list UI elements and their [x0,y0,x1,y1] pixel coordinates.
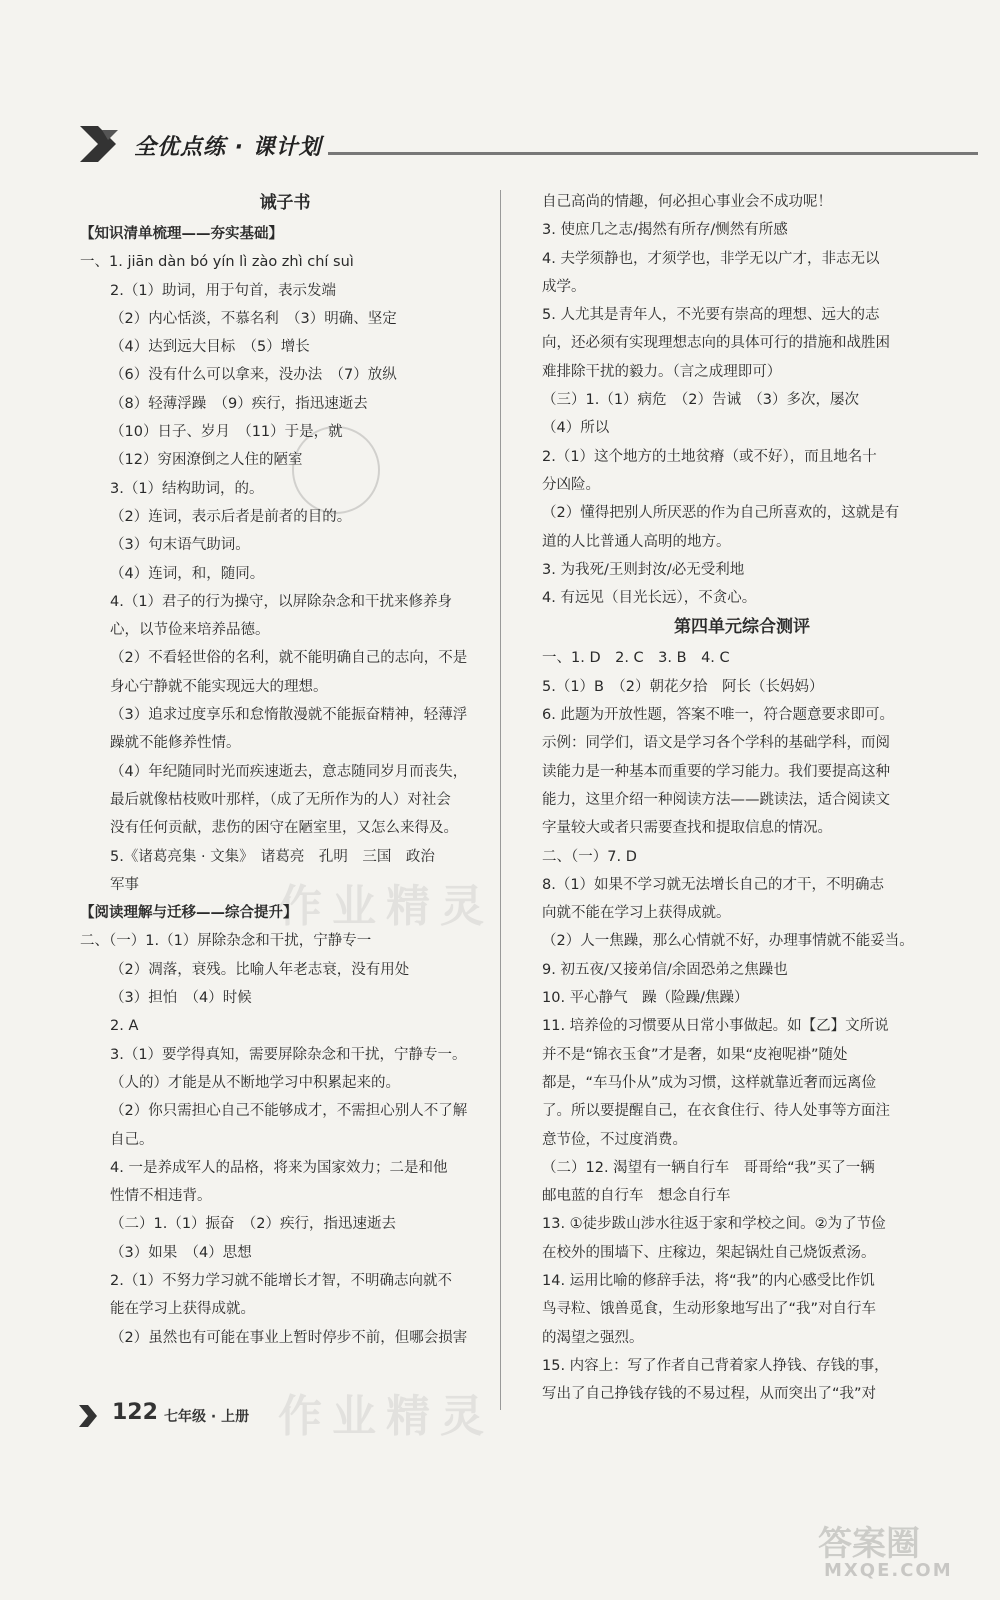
answer-line: 8.（1）如果不学习就无法增长自己的才干，不明确志 [542,876,885,893]
answer-line: （2）懂得把别人所厌恶的作为自己所喜欢的，这就是有 [542,505,900,522]
answer-line: （二）12. 渴望有一辆自行车 哥哥给“我”买了一辆 [542,1159,875,1176]
answer-line: 难排除干扰的毅力。（言之成理即可） [542,363,782,380]
answer-line: 3.（1）要学得真知，需要屏除杂念和干扰，宁静专一。 [110,1046,467,1063]
answer-line: （2）你只需担心自己不能够成才，不需担心别人不了解 [110,1103,468,1120]
answer-line: （3）担怕 （4）时候 [110,990,252,1007]
page-footer [78,1400,478,1434]
brand-title: 全优点练 · 课计划 [134,135,322,160]
answer-line: 二、（一）1.（1）屏除杂念和干扰，宁静专一 [80,933,372,950]
answer-line: （8）轻薄浮躁 （9）疾行，指迅速逝去 [110,395,368,412]
answer-line: 5. 人尤其是青年人，不光要有崇高的理想、远大的志 [542,307,880,324]
footer-logo-icon [78,1404,108,1428]
answer-line: 军事 [110,876,139,893]
left-column [80,188,490,1352]
answer-line: （10）日子、岁月 （11）于是，就 [110,424,343,441]
answer-line: 10. 平心静气 躁（险躁/焦躁） [542,990,749,1007]
page-header [78,128,982,160]
answer-line: 邮电蓝的自行车 想念自行车 [542,1188,731,1205]
answer-line: 4. 有远见（目光长远），不贪心。 [542,590,757,607]
answer-line: （3）追求过度享乐和怠惰散漫就不能振奋精神，轻薄浮 [110,707,468,724]
answer-line: 向就不能在学习上获得成就。 [542,905,731,922]
answer-line: （4）达到远大目标 （5）增长 [110,339,310,356]
answer-line: 读能力是一种基本而重要的学习能力。我们要提高这种 [542,763,890,780]
answer-line: 在校外的围墙下、庄稼边，架起锅灶自己烧饭煮汤。 [542,1244,876,1261]
answer-line: 意节俭，不过度消费。 [542,1131,687,1148]
section-title: 第四单元综合测评 [674,617,810,638]
answer-line: 性情不相违背。 [110,1188,212,1205]
answer-line: （三）1.（1）病危 （2）告诫 （3）多次，屡次 [542,392,860,409]
answer-line: 4. 一是养成军人的品格，将来为国家效力；二是和他 [110,1159,448,1176]
grade-label: 七年级 · 上册 [164,1409,250,1425]
watermark-bottom: 作业精灵 [278,1391,494,1442]
answer-line: 4.（1）君子的行为操守，以屏除杂念和干扰来修养身 [110,593,453,610]
page-number: 122 [112,1400,158,1425]
answer-line: （3）如果 （4）思想 [110,1244,252,1261]
answer-line: 14. 运用比喻的修辞手法，将“我”的内心感受比作饥 [542,1272,875,1289]
answer-line: （12）穷困潦倒之人住的陋室 [110,452,303,469]
column-divider [500,190,501,1410]
answer-line: 6. 此题为开放性题，答案不唯一，符合题意要求即可。 [542,707,894,724]
header-rule [328,152,978,155]
answer-line: 都是，“车马仆从”成为习惯，这样就靠近奢而远离俭 [542,1074,877,1091]
answer-line: 道的人比普通人高明的地方。 [542,533,731,550]
answer-line: （4）连词，和，随同。 [110,565,265,582]
answer-line: （2）连词，表示后者是前者的目的。 [110,508,352,525]
brand-logo-icon [78,124,134,164]
answer-line: 一、1. D 2. C 3. B 4. C [542,650,730,667]
section-title: 诫子书 [259,193,311,213]
answer-line: 躁就不能修养性情。 [110,735,241,752]
section-heading: 【知识清单梳理——夯实基础】 [80,226,283,242]
answer-line: 11. 培养俭的习惯要从日常小事做起。如【乙】文所说 [542,1018,889,1035]
answer-line: （2）人一焦躁，那么心情就不好，办理事情就不能妥当。 [542,933,914,950]
answer-line: 2.（1）这个地方的土地贫瘠（或不好），而且地名十 [542,448,877,465]
answer-line: 9. 初五夜/又接弟信/余固恐弟之焦躁也 [542,961,788,978]
answer-line: （6）没有什么可以拿来，没办法 （7）放纵 [110,367,397,384]
answer-line: （2）内心恬淡，不慕名利 （3）明确、坚定 [110,310,397,327]
answer-line: 5.（1）B （2）朝花夕拾 阿长（长妈妈） [542,678,824,695]
answer-line: 2.（1）不努力学习就不能增长才智，不明确志向就不 [110,1272,453,1289]
answer-line: 能在学习上获得成就。 [110,1301,255,1318]
answer-line: 一、1. jiān dàn bó yín lì zào zhì chí suì [80,254,354,271]
answer-line: 向，还必须有实现理想志向的具体可行的措施和战胜困 [542,335,890,352]
answer-line: 2. A [110,1018,139,1035]
answer-line: 3. 使庶几之志/揭然有所存/恻然有所感 [542,222,788,239]
answer-line: （2）不看轻世俗的名利，就不能明确自己的志向，不是 [110,650,468,667]
answer-line: 3.（1）结构助词，的。 [110,480,264,497]
answer-line: 5.《诸葛亮集 · 文集》 诸葛亮 孔明 三国 政治 [110,848,435,865]
answer-line: 心，以节俭来培养品德。 [110,622,270,639]
answer-line: （2）虽然也有可能在事业上暂时停步不前，但哪会损害 [110,1329,468,1346]
answer-line: 身心宁静就不能实现远大的理想。 [110,678,328,695]
answer-line: 3. 为我死/王则封汝/必无受利地 [542,561,745,578]
right-column [542,188,942,1408]
answer-line: 没有任何贡献，悲伤的困守在陋室里，又怎么来得及。 [110,820,458,837]
answer-line: 自己。 [110,1131,154,1148]
answer-line: 分凶险。 [542,476,600,493]
answer-line: （4）年纪随同时光而疾速逝去，意志随同岁月而丧失， [110,763,468,780]
seal-stamp [292,426,380,514]
answer-line: 最后就像枯枝败叶那样，（成了无所作为的人）对社会 [110,791,451,808]
corner-watermark-url: MXQE.COM [824,1560,953,1581]
answer-line: 成学。 [542,278,586,295]
answer-line: 二、（一）7. D [542,848,637,865]
answer-line: 15. 内容上：写了作者自己背着家人挣钱、存钱的事， [542,1357,889,1374]
answer-line: 4. 夫学须静也，才须学也，非学无以广才，非志无以 [542,250,880,267]
answer-line: （3）句末语气助词。 [110,537,250,554]
corner-watermark [818,1516,978,1582]
answer-line: 2.（1）助词，用于句首，表示发端 [110,282,337,299]
answer-line: （4）所以 [542,420,610,437]
watermark-center: 作业精灵 [278,881,494,932]
answer-line: 示例：同学们，语文是学习各个学科的基础学科，而阅 [542,735,890,752]
answer-line: （人的）才能是从不断地学习中积累起来的。 [110,1074,400,1091]
answer-line: 能力，这里介绍一种阅读方法——跳读法，适合阅读文 [542,791,890,808]
answer-line: （2）凋落，衰残。比喻人年老志衰，没有用处 [110,961,410,978]
answer-line: 自己高尚的情趣，何必担心事业会不成功呢！ [542,194,832,210]
answer-line: （二）1.（1）振奋 （2）疾行，指迅速逝去 [110,1216,397,1233]
answer-line: 13. ①徒步跋山涉水往返于家和学校之间。②为了节俭 [542,1216,886,1233]
corner-watermark-main: 答案圈 [818,1524,920,1564]
answer-line: 并不是“锦衣玉食”才是奢，如果“皮袍呢褂”随处 [542,1046,848,1063]
answer-line: 鸟寻粒、饿兽觅食，生动形象地写出了“我”对自行车 [542,1301,877,1318]
answer-line: 了。所以要提醒自己，在衣食住行、待人处事等方面注 [542,1103,890,1120]
answer-line: 写出了自己挣钱存钱的不易过程，从而突出了“我”对 [542,1386,877,1403]
section-heading: 【阅读理解与迁移——综合提升】 [80,905,298,922]
answer-line: 字量较大或者只需要查找和提取信息的情况。 [542,820,832,837]
answer-line: 的渴望之强烈。 [542,1329,644,1346]
